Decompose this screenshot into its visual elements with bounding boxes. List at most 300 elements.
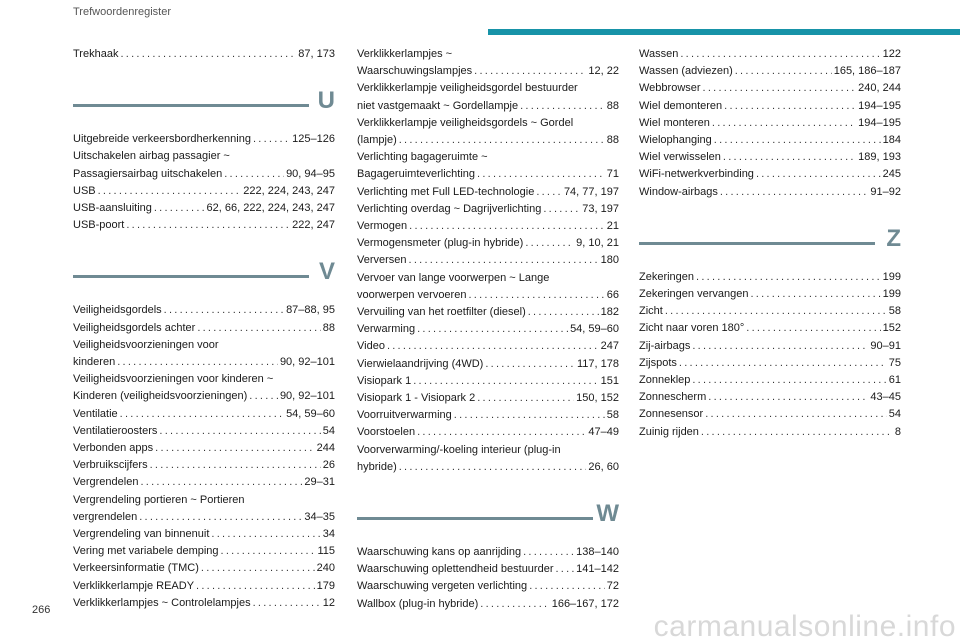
dot-leader	[253, 595, 321, 612]
entry-pages: 73, 197	[582, 202, 619, 215]
dot-leader	[529, 578, 605, 595]
index-entry	[73, 217, 335, 234]
entry-term: Waarschuwing oplettendheid bestuurder	[357, 563, 554, 576]
dot-leader	[485, 356, 575, 373]
entry-line	[73, 200, 335, 217]
entry-pages: 26, 60	[588, 460, 619, 473]
index-entry	[639, 98, 901, 115]
dot-leader	[679, 355, 887, 372]
entry-term: Visiopark 1	[357, 374, 412, 387]
index-entry	[639, 286, 901, 303]
index-entry	[357, 424, 619, 441]
entry-term: Verwarming	[357, 323, 416, 336]
entry-term: Uitgebreide verkeersbordherkenning	[73, 133, 251, 146]
entry-pages: 194–195	[858, 116, 901, 129]
entry-pages: 54, 59–60	[570, 323, 619, 336]
section-heading	[73, 85, 335, 131]
entry-text-line: Veiligheidsvoorzieningen voor	[73, 338, 219, 351]
entry-line	[73, 302, 335, 319]
dot-leader	[680, 46, 880, 63]
entry-pages: 166–167, 172	[551, 597, 619, 610]
entry-pages: 199	[882, 270, 901, 283]
entry-line	[357, 373, 619, 390]
entry-term: Verklikkerlampje READY	[73, 579, 195, 592]
index-entry	[357, 304, 619, 321]
entry-term: kinderen	[73, 356, 116, 369]
entry-pages: 12	[322, 596, 335, 609]
entry-line	[639, 355, 901, 372]
entry-text-line: Verlichting bagageruimte ~	[357, 151, 488, 164]
dot-leader	[155, 440, 315, 457]
entry-term: Zonnesensor	[639, 408, 704, 421]
entry-line	[73, 457, 335, 474]
dot-leader	[523, 544, 574, 561]
entry-pages: 199	[882, 288, 901, 301]
entry-pages: 58	[606, 409, 619, 422]
section-rule	[357, 517, 593, 520]
dot-leader	[454, 407, 605, 424]
index-entry	[73, 148, 335, 182]
index-column-2	[357, 46, 619, 613]
index-entry	[357, 184, 619, 201]
entry-line	[73, 474, 335, 491]
index-entry	[73, 183, 335, 200]
index-entry	[73, 474, 335, 491]
entry-term: Verbonden apps	[73, 442, 154, 455]
entry-term: Vierwielaandrijving (4WD)	[357, 357, 484, 370]
entry-pages: 180	[600, 254, 619, 267]
entry-pages: 244	[316, 442, 335, 455]
section-rule	[73, 275, 309, 278]
entry-pages: 21	[606, 220, 619, 233]
index-entry	[639, 303, 901, 320]
entry-line	[357, 407, 619, 424]
entry-term: Bagageruimteverlichting	[357, 168, 476, 181]
entry-term: Zicht naar voren 180°	[639, 322, 745, 335]
index-entry	[357, 218, 619, 235]
dot-leader	[201, 560, 315, 577]
entry-line	[357, 98, 619, 115]
entry-term: Wiel monteren	[639, 116, 710, 129]
entry-pages: 91–92	[870, 185, 901, 198]
entry-line	[639, 80, 901, 97]
index-column-3	[639, 46, 901, 441]
entry-text-line: Verklikkerlampje veiligheidsgordels ~ Gordel	[357, 116, 574, 129]
entry-line	[639, 149, 901, 166]
dot-leader	[117, 354, 278, 371]
dot-leader	[477, 166, 605, 183]
index-entry	[73, 595, 335, 612]
dot-leader	[159, 423, 320, 440]
entry-term: Wiel verwisselen	[639, 151, 721, 164]
index-entry	[639, 166, 901, 183]
entry-pages: 74, 77, 197	[563, 185, 619, 198]
index-entry	[73, 543, 335, 560]
entry-pages: 115	[317, 545, 335, 558]
entry-term: Visiopark 1 - Visiopark 2	[357, 392, 476, 405]
dot-leader	[756, 166, 881, 183]
index-entry	[357, 46, 619, 80]
dot-leader	[477, 390, 574, 407]
entry-term: Verkeersinformatie (TMC)	[73, 562, 199, 575]
entry-term: WiFi-netwerkverbinding	[639, 168, 754, 181]
entry-line	[639, 63, 901, 80]
dot-leader	[120, 46, 296, 63]
entry-pages: 222, 224, 243, 247	[243, 184, 335, 197]
index-entry	[357, 252, 619, 269]
entry-line	[639, 166, 901, 183]
entry-line	[73, 560, 335, 577]
entry-pages: 165, 186–187	[833, 65, 901, 78]
entry-term: USB-poort	[73, 219, 125, 232]
dot-leader	[520, 98, 605, 115]
entry-pages: 179	[316, 579, 335, 592]
dot-leader	[480, 596, 549, 613]
entry-pages: 90, 92–101	[279, 390, 335, 403]
dot-leader	[409, 252, 599, 269]
entry-text-line: Vergrendeling portieren ~ Portieren	[73, 493, 245, 506]
index-entry	[73, 440, 335, 457]
dot-leader	[536, 184, 562, 201]
entry-pages: 117, 178	[576, 357, 619, 370]
entry-line	[639, 115, 901, 132]
entry-line	[73, 166, 335, 183]
dot-leader	[154, 200, 205, 217]
entry-term: Kinderen (veiligheidsvoorzieningen)	[73, 390, 248, 403]
dot-leader	[409, 218, 605, 235]
entry-pages: 75	[888, 356, 901, 369]
entry-term: Verbruikscijfers	[73, 459, 148, 472]
index-entry	[639, 424, 901, 441]
entry-pages: 26	[322, 459, 335, 472]
entry-pages: 141–142	[576, 563, 619, 576]
entry-line	[357, 424, 619, 441]
entry-pages: 29–31	[304, 476, 335, 489]
dot-leader	[120, 406, 284, 423]
entry-term: Zij-airbags	[639, 339, 691, 352]
section-letter: V	[318, 258, 335, 286]
entry-term: USB-aansluiting	[73, 202, 152, 215]
entry-line	[639, 303, 901, 320]
entry-term: Passagiersairbag uitschakelen	[73, 167, 223, 180]
index-entry	[73, 200, 335, 217]
entry-term: Verversen	[357, 254, 407, 267]
page-header-title: Trefwoordenregister	[73, 6, 172, 18]
index-entry	[357, 235, 619, 252]
entry-term: niet vastgemaakt ~ Gordellampje	[357, 99, 519, 112]
dot-leader	[720, 184, 869, 201]
entry-pages: 34–35	[304, 510, 335, 523]
dot-leader	[735, 63, 832, 80]
index-entry	[639, 269, 901, 286]
entry-line	[73, 406, 335, 423]
entry-pages: 54, 59–60	[286, 407, 335, 420]
entry-line	[639, 424, 901, 441]
entry-pages: 90, 94–95	[286, 167, 335, 180]
entry-line	[639, 372, 901, 389]
entry-pages: 240	[316, 562, 335, 575]
entry-pages: 90–91	[870, 339, 901, 352]
entry-line	[357, 544, 619, 561]
entry-term: Webbrowser	[639, 82, 701, 95]
index-entry	[639, 149, 901, 166]
entry-line	[639, 46, 901, 63]
entry-term: Veiligheidsgordels achter	[73, 321, 196, 334]
entry-term: Ventilatieroosters	[73, 424, 158, 437]
dot-leader	[665, 303, 887, 320]
index-entry	[357, 270, 619, 304]
entry-term: Wallbox (plug-in hybride)	[357, 597, 479, 610]
entry-pages: 151	[600, 374, 619, 387]
entry-pages: 34	[322, 528, 335, 541]
index-entry	[73, 457, 335, 474]
index-entry	[73, 337, 335, 371]
entry-pages: 54	[888, 408, 901, 421]
entry-term: Trekhaak	[73, 48, 119, 60]
index-entry	[639, 184, 901, 201]
entry-pages: 88	[322, 321, 335, 334]
index-entry	[73, 302, 335, 319]
entry-line	[73, 388, 335, 405]
entry-term: Vermogen	[357, 220, 408, 233]
entry-line	[73, 131, 335, 148]
dot-leader	[139, 509, 302, 526]
entry-pages: 72	[606, 580, 619, 593]
index-entry	[73, 560, 335, 577]
index-entry	[639, 338, 901, 355]
entry-term: Wiel demonteren	[639, 99, 723, 112]
entry-term: voorwerpen vervoeren	[357, 288, 467, 301]
entry-term: Verlichting met Full LED-technologie	[357, 185, 535, 198]
dot-leader	[417, 321, 568, 338]
entry-term: Vervuiling van het roetfilter (diesel)	[357, 306, 526, 319]
entry-line	[357, 338, 619, 355]
dot-leader	[705, 406, 887, 423]
dot-leader	[197, 320, 320, 337]
entry-line	[73, 440, 335, 457]
entry-line	[73, 578, 335, 595]
dot-leader	[126, 217, 290, 234]
dot-leader	[164, 302, 284, 319]
entry-pages: 66	[606, 288, 619, 301]
dot-leader	[249, 388, 278, 405]
entry-line	[639, 389, 901, 406]
entry-line	[357, 561, 619, 578]
entry-line	[73, 509, 335, 526]
section-heading	[639, 223, 901, 269]
entry-line	[639, 184, 901, 201]
entry-pages: 189, 193	[858, 151, 901, 164]
entry-term: Waarschuwingslampjes	[357, 65, 473, 78]
index-entry	[357, 201, 619, 218]
entry-term: Video	[357, 340, 385, 353]
entry-pages: 87–88, 95	[286, 304, 335, 317]
entry-term: Vermogensmeter (plug-in hybride)	[357, 237, 524, 250]
index-entry	[73, 371, 335, 405]
entry-pages: 87, 173	[298, 48, 335, 60]
dot-leader	[211, 526, 320, 543]
index-entry	[73, 131, 335, 148]
entry-line	[73, 46, 335, 63]
section-letter: Z	[886, 224, 901, 252]
entry-line	[357, 321, 619, 338]
index-entry	[357, 321, 619, 338]
dot-leader	[150, 457, 321, 474]
dot-leader	[750, 286, 880, 303]
entry-pages: 150, 152	[576, 392, 619, 405]
index-entry	[639, 355, 901, 372]
entry-line	[357, 390, 619, 407]
entry-line	[357, 287, 619, 304]
entry-pages: 58	[888, 305, 901, 318]
entry-term: Voorruitverwarming	[357, 409, 452, 422]
entry-term: Veiligheidsgordels	[73, 304, 162, 317]
index-entry	[357, 373, 619, 390]
index-entry	[73, 423, 335, 440]
dot-leader	[417, 424, 586, 441]
dot-leader	[196, 578, 315, 595]
entry-pages: 90, 92–101	[279, 356, 335, 369]
entry-term: Waarschuwing vergeten verlichting	[357, 580, 528, 593]
index-entry	[357, 356, 619, 373]
index-entry	[73, 406, 335, 423]
entry-line	[73, 320, 335, 337]
entry-line	[639, 98, 901, 115]
entry-text-line: Verklikkerlampjes ~	[357, 48, 453, 60]
entry-term: Zekeringen	[639, 270, 695, 283]
index-entry	[73, 526, 335, 543]
index-entry	[357, 338, 619, 355]
dot-leader	[399, 459, 587, 476]
dot-leader	[556, 561, 575, 578]
entry-term: Window-airbags	[639, 185, 718, 198]
entry-term: Voorstoelen	[357, 426, 416, 439]
entry-line	[639, 269, 901, 286]
dot-leader	[708, 389, 868, 406]
dot-leader	[714, 132, 881, 149]
dot-leader	[723, 149, 856, 166]
index-entry	[357, 149, 619, 183]
dot-leader	[746, 320, 880, 337]
dot-leader	[703, 80, 857, 97]
entry-line	[73, 183, 335, 200]
dot-leader	[413, 373, 598, 390]
entry-pages: 194–195	[858, 99, 901, 112]
index-column-1	[73, 46, 335, 612]
entry-term: Vergrendeling van binnenuit	[73, 528, 210, 541]
section-heading	[73, 256, 335, 302]
dot-leader	[525, 235, 574, 252]
entry-pages: 71	[606, 168, 619, 181]
dot-leader	[221, 543, 316, 560]
index-entry	[639, 115, 901, 132]
watermark: carmanualsonline.info	[653, 610, 956, 643]
entry-term: Ventilatie	[73, 407, 118, 420]
index-entry	[357, 115, 619, 149]
index-entry	[639, 132, 901, 149]
dot-leader	[543, 201, 580, 218]
entry-line	[357, 356, 619, 373]
entry-line	[73, 217, 335, 234]
index-entry	[357, 80, 619, 114]
dot-leader	[701, 424, 893, 441]
index-entry	[73, 46, 335, 63]
entry-text-line: Vervoer van lange voorwerpen ~ Lange	[357, 271, 550, 284]
dot-leader	[712, 115, 856, 132]
entry-pages: 88	[606, 134, 619, 147]
entry-pages: 9, 10, 21	[576, 237, 619, 250]
entry-pages: 240, 244	[858, 82, 901, 95]
entry-text-line: Veiligheidsvoorzieningen voor kinderen ~	[73, 373, 274, 386]
entry-line	[73, 526, 335, 543]
section-heading	[357, 498, 619, 544]
entry-pages: 125–126	[292, 133, 335, 146]
entry-term: Vering met variabele demping	[73, 545, 219, 558]
entry-pages: 184	[882, 134, 901, 147]
entry-line	[73, 354, 335, 371]
entry-line	[639, 286, 901, 303]
entry-line	[357, 184, 619, 201]
index-entry	[357, 442, 619, 476]
entry-term: Verlichting overdag ~ Dagrijverlichting	[357, 202, 542, 215]
index-entry	[357, 578, 619, 595]
entry-pages: 43–45	[870, 391, 901, 404]
entry-pages: 88	[606, 99, 619, 112]
section-rule	[639, 242, 875, 245]
entry-pages: 152	[882, 322, 901, 335]
entry-term: Wassen (adviezen)	[639, 65, 733, 78]
section-rule	[73, 104, 309, 107]
index-entry	[639, 63, 901, 80]
entry-pages: 247	[600, 340, 619, 353]
entry-term: USB	[73, 184, 96, 197]
entry-pages: 245	[882, 168, 901, 181]
entry-term: Zonneklep	[639, 374, 691, 387]
index-entry	[639, 389, 901, 406]
entry-pages: 138–140	[576, 546, 619, 559]
entry-line	[357, 63, 619, 80]
index-entry	[357, 390, 619, 407]
entry-line	[357, 459, 619, 476]
index-entry	[639, 320, 901, 337]
entry-line	[357, 596, 619, 613]
entry-line	[639, 320, 901, 337]
entry-term: Waarschuwing kans op aanrijding	[357, 546, 522, 559]
entry-line	[357, 235, 619, 252]
entry-term: Verklikkerlampjes ~ Controlelampjes	[73, 596, 251, 609]
entry-term: Vergrendelen	[73, 476, 139, 489]
section-letter: W	[596, 500, 619, 528]
entry-term: Zijspots	[639, 356, 677, 369]
dot-leader	[140, 474, 302, 491]
entry-term: Wielophanging	[639, 134, 712, 147]
entry-text-line: Verklikkerlampje veiligheidsgordel bestuurder	[357, 82, 578, 95]
entry-pages: 61	[888, 374, 901, 387]
entry-line	[357, 578, 619, 595]
entry-line	[357, 304, 619, 321]
dot-leader	[692, 372, 886, 389]
entry-text-line: Voorverwarming/-koeling interieur (plug-in	[357, 443, 561, 456]
entry-line	[639, 338, 901, 355]
entry-line	[73, 423, 335, 440]
entry-pages: 47–49	[588, 426, 619, 439]
entry-term: Zicht	[639, 305, 663, 318]
index-entry	[357, 596, 619, 613]
dot-leader	[224, 166, 284, 183]
entry-pages: 122	[882, 48, 901, 60]
entry-pages: 62, 66, 222, 224, 243, 247	[206, 202, 335, 215]
entry-term: Zuinig rijden	[639, 425, 699, 438]
